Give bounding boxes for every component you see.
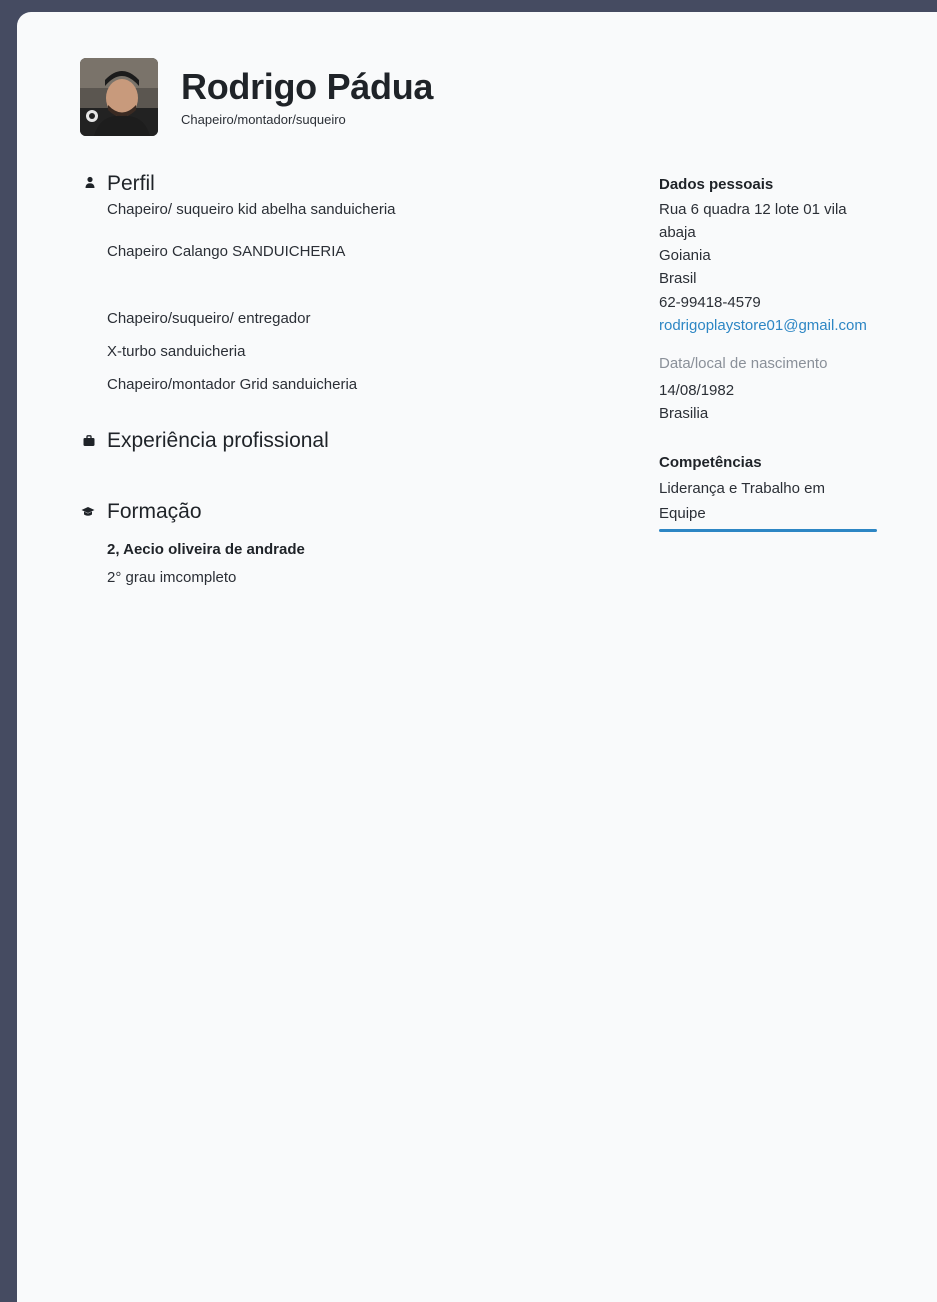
education-school: 2, Aecio oliveira de andrade: [107, 541, 305, 558]
phone: 62-99418-4579: [659, 294, 761, 311]
section-title-perfil: Perfil: [107, 172, 155, 195]
profile-photo: [80, 58, 158, 136]
section-title-formacao: Formação: [107, 500, 202, 523]
birth-label: Data/local de nascimento: [659, 355, 828, 372]
birth-date: 14/08/1982: [659, 382, 735, 399]
perfil-line: Chapeiro/ suqueiro kid abelha sanduicheria: [107, 201, 396, 218]
skills-heading: Competências: [659, 454, 762, 471]
country: Brasil: [659, 270, 697, 287]
education-degree: 2° grau imcompleto: [107, 569, 237, 586]
perfil-line: Chapeiro/suqueiro/ entregador: [107, 310, 311, 327]
candidate-name: Rodrigo Pádua: [181, 66, 434, 107]
address-line-2: abaja: [659, 224, 696, 241]
city: Goiania: [659, 247, 711, 264]
perfil-line: Chapeiro Calango SANDUICHERIA: [107, 243, 346, 260]
address-line-1: Rua 6 quadra 12 lote 01 vila: [659, 201, 847, 218]
personal-data-heading: Dados pessoais: [659, 176, 774, 193]
resume-sheet: [17, 12, 937, 1302]
person-icon: [83, 176, 97, 190]
perfil-line: X-turbo sanduicheria: [107, 343, 246, 360]
candidate-role: Chapeiro/montador/suqueiro: [181, 112, 346, 127]
briefcase-icon: [82, 434, 96, 448]
email-link[interactable]: rodrigoplaystore01@gmail.com: [659, 317, 867, 334]
skill-level-bar: [659, 529, 877, 532]
graduation-cap-icon: [81, 505, 95, 519]
perfil-line: Chapeiro/montador Grid sanduicheria: [107, 376, 358, 393]
skill-line-1: Liderança e Trabalho em: [659, 480, 825, 497]
skill-line-2: Equipe: [659, 505, 706, 522]
section-title-experiencia: Experiência profissional: [107, 429, 329, 452]
birth-place: Brasilia: [659, 405, 709, 422]
